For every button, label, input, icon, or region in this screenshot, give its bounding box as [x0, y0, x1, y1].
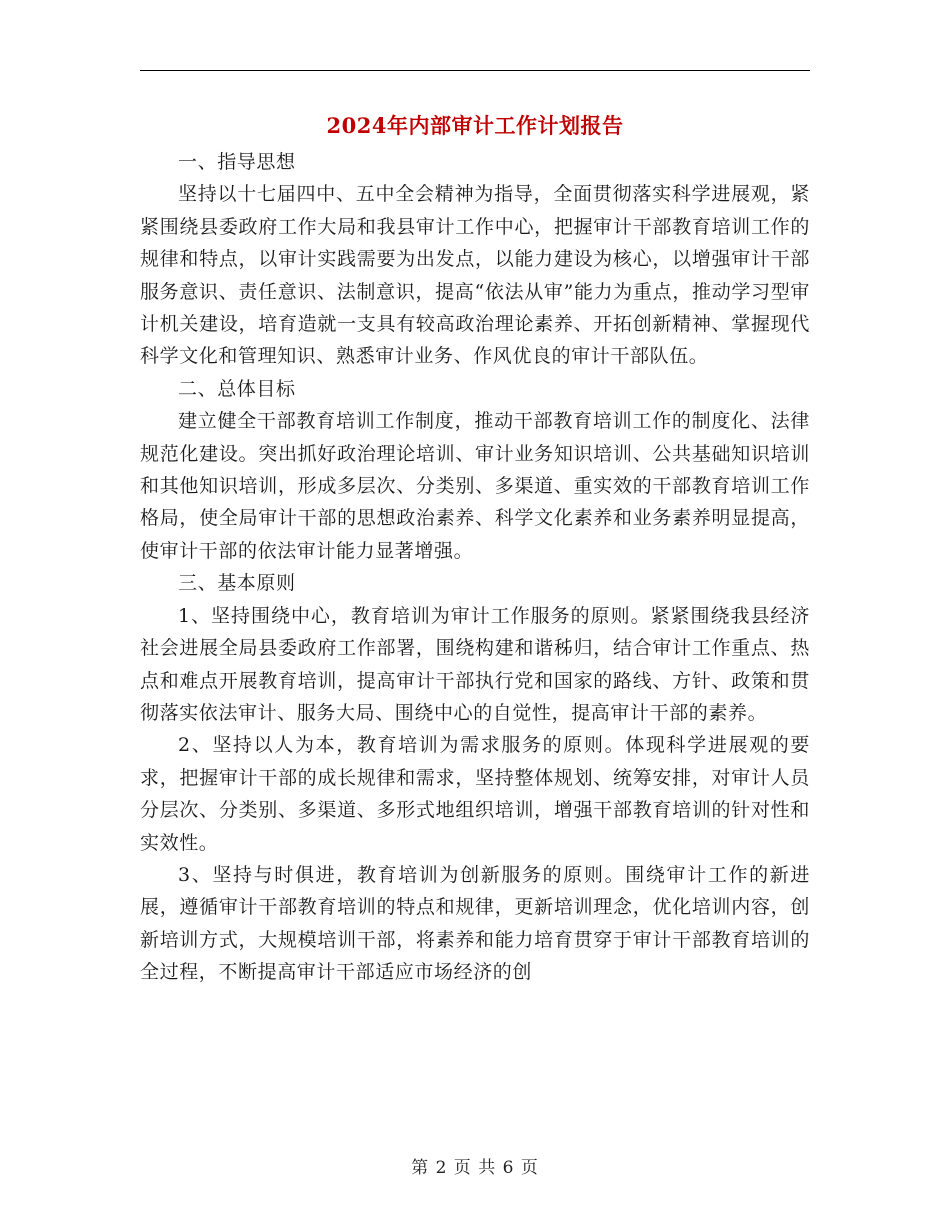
document-title: 2024年内部审计工作计划报告 [326, 113, 624, 138]
paragraph-guiding-ideology: 坚持以十七届四中、五中全会精神为指导，全面贯彻落实科学进展观，紧紧围绕县委政府工作大局和我县审计工作中心，把握审计干部教育培训工作的规律和特点，以审计实践需要为出发点，以能力建设为核心，以增强审计干部服务意识、责任意识、法制意识，提高“依法从审”能力为重点，推动学习型审计机关建设，培育造就一支具有较高政治理论素养、开拓创新精神、掌握现代科学文化和管理知识、熟悉审计业务、作风优良的审计干部队伍。 [140, 183, 810, 368]
paragraph-principle-3: 3、坚持与时俱进，教育培训为创新服务的原则。围绕审计工作的新进展，遵循审计干部教育培训的特点和规律，更新培训理念，优化培训内容，创新培训方式，大规模培训干部，将素养和能力培育贯穿于审计干部教育培训的全过程，不断提高审计干部适应市场经济的创 [140, 863, 810, 984]
header-rule [140, 70, 810, 71]
document-body [140, 146, 810, 989]
page-number-footer: 第 2 页 共 6 页 [411, 1158, 539, 1178]
section-heading-guiding-ideology: 一、指导思想 [178, 151, 296, 173]
section-heading-basic-principles: 三、基本原则 [178, 572, 296, 595]
paragraph-overall-goal: 建立健全干部教育培训工作制度，推动干部教育培训工作的制度化、法律规范化建设。突出抓好政治理论培训、审计业务知识培训、公共基础知识培训和其他知识培训，形成多层次、分类别、多渠道、重实效的干部教育培训工作格局，使全局审计干部的思想政治素养、科学文化素养和业务素养明显提高，使审计干部的依法审计能力显著增强。 [140, 410, 810, 562]
paragraph-principle-1: 1、坚持围绕中心，教育培训为审计工作服务的原则。紧紧围绕我县经济社会进展全局县委政府工作部署，围绕构建和谐秭归，结合审计工作重点、热点和难点开展教育培训，提高审计干部执行党和国家的路线、方针、政策和贯彻落实依法审计、服务大局、围绕中心的自觉性，提高审计干部的素养。 [140, 604, 810, 724]
section-heading-overall-goal: 二、总体目标 [178, 377, 296, 400]
paragraph-principle-2: 2、坚持以人为本，教育培训为需求服务的原则。体现科学进展观的要求，把握审计干部的成长规律和需求，坚持整体规划、统筹安排，对审计人员分层次、分类别、多渠道、多形式地组织培训，增强干部教育培训的针对性和实效性。 [140, 734, 810, 854]
